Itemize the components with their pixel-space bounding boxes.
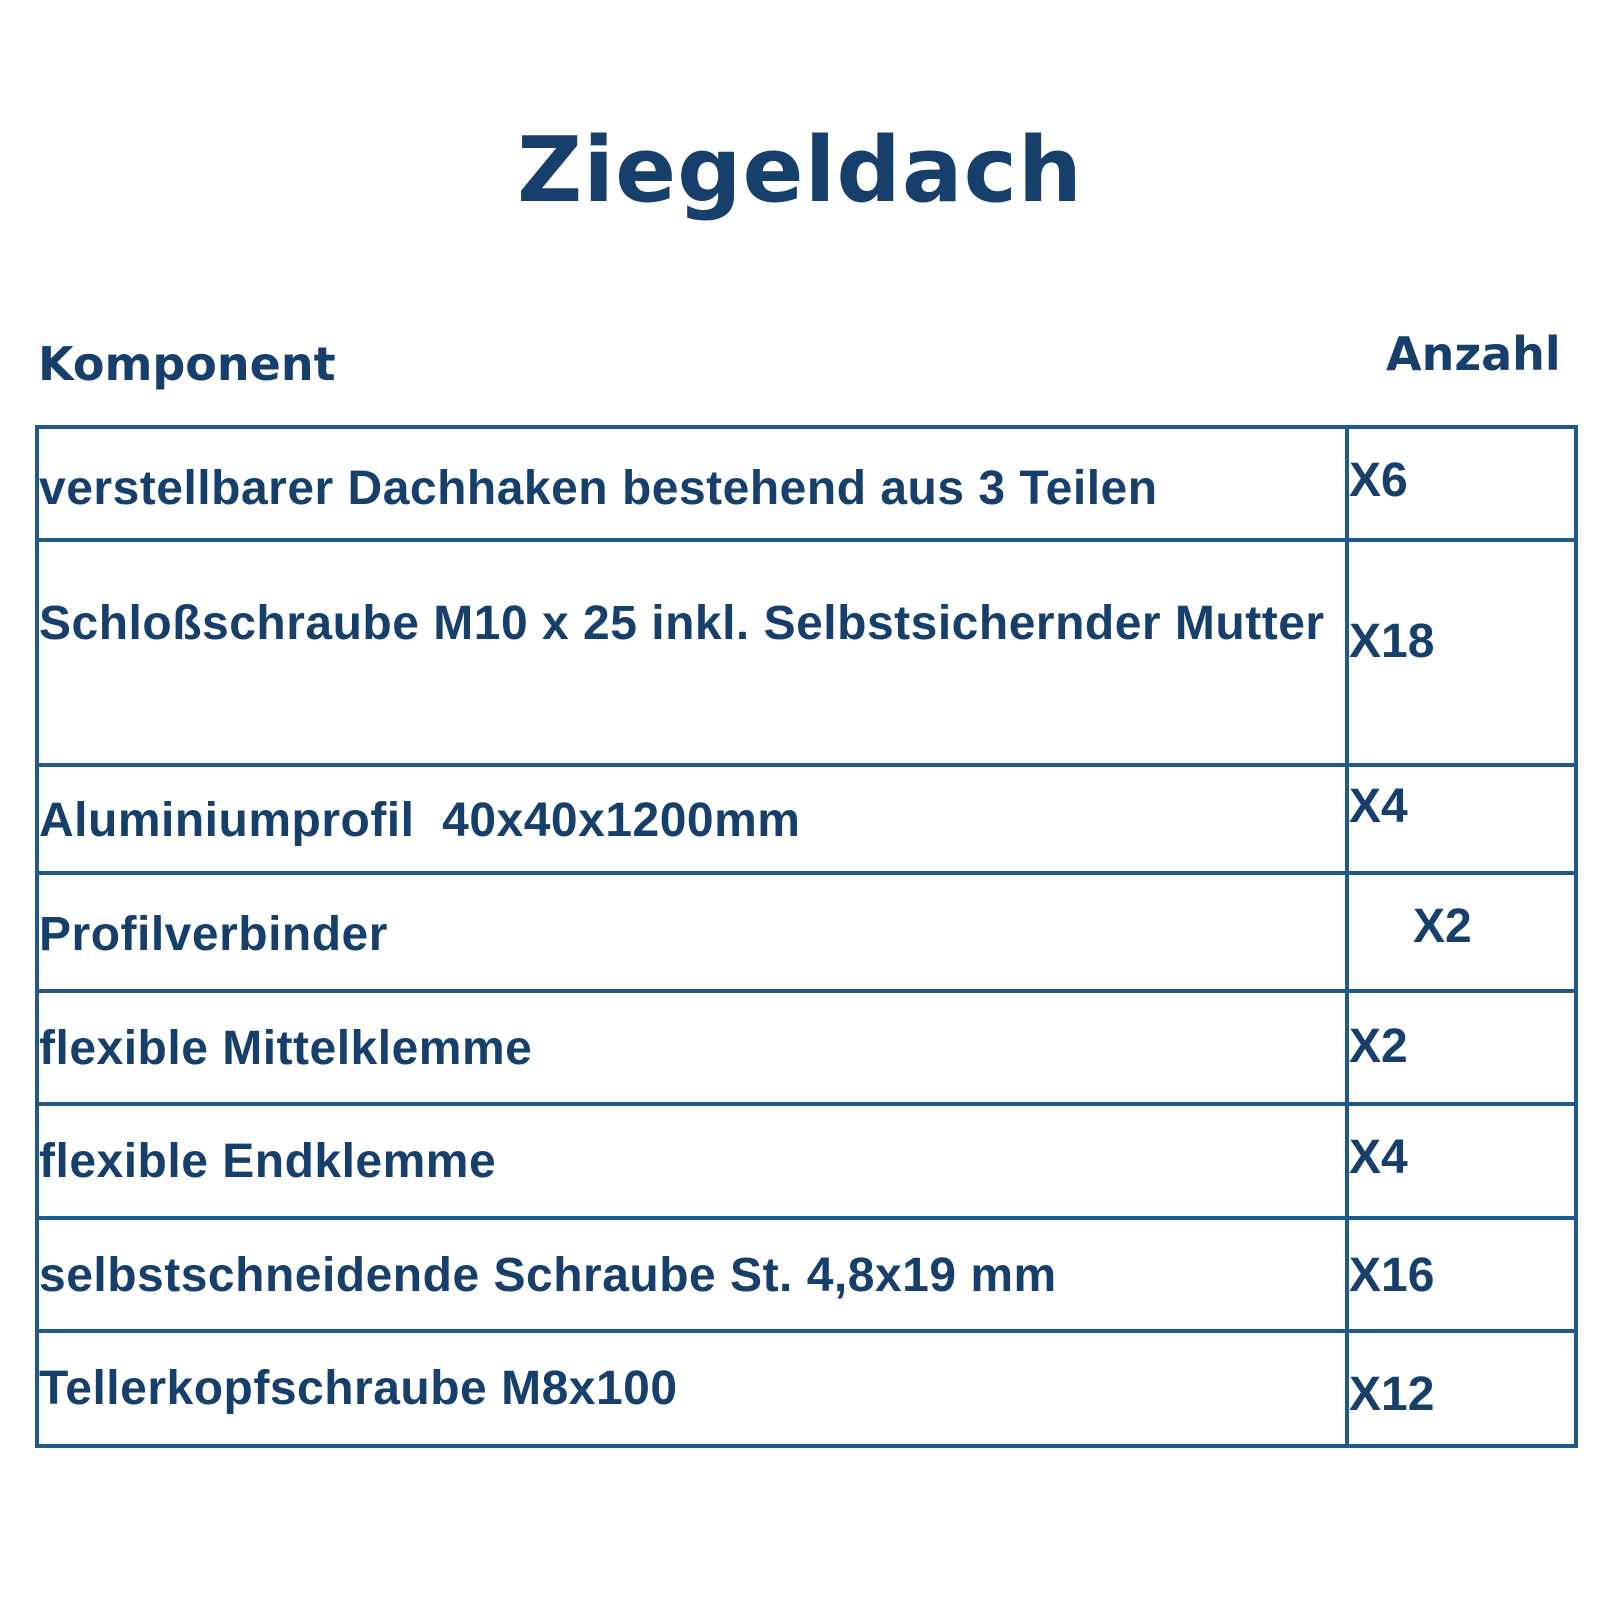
component-name: selbstschneidende Schraube St. 4,8x19 mm bbox=[37, 1218, 1347, 1331]
component-quantity: X4 bbox=[1347, 1104, 1576, 1218]
table-row bbox=[37, 765, 1576, 873]
table-row bbox=[37, 1104, 1576, 1218]
component-quantity: X2 bbox=[1347, 873, 1576, 991]
table-row bbox=[37, 1331, 1576, 1446]
table-row bbox=[37, 1218, 1576, 1331]
component-name: flexible Mittelklemme bbox=[37, 991, 1347, 1104]
table-row bbox=[37, 991, 1576, 1104]
component-name: Aluminiumprofil 40x40x1200mm bbox=[37, 765, 1347, 873]
table-row bbox=[37, 540, 1576, 765]
component-quantity: X18 bbox=[1347, 540, 1576, 765]
component-quantity: X4 bbox=[1347, 765, 1576, 873]
component-quantity: X6 bbox=[1347, 427, 1576, 540]
component-quantity: X16 bbox=[1347, 1218, 1576, 1331]
column-header-quantity: Anzahl bbox=[1386, 327, 1561, 381]
component-name: verstellbarer Dachhaken bestehend aus 3 Teilen bbox=[37, 427, 1347, 540]
component-name: flexible Endklemme bbox=[37, 1104, 1347, 1218]
table-row bbox=[37, 873, 1576, 991]
component-name: Profilverbinder bbox=[37, 873, 1347, 991]
component-quantity: X2 bbox=[1347, 991, 1576, 1104]
component-name: Tellerkopfschraube M8x100 bbox=[37, 1331, 1347, 1446]
component-name: Schloßschraube M10 x 25 inkl. Selbstsichernder Mutter bbox=[37, 540, 1347, 765]
component-quantity: X12 bbox=[1347, 1331, 1576, 1446]
parts-table bbox=[35, 425, 1578, 1448]
page-title: Ziegeldach bbox=[516, 118, 1084, 223]
table-row bbox=[37, 427, 1576, 540]
column-header-component: Komponent bbox=[38, 337, 336, 391]
